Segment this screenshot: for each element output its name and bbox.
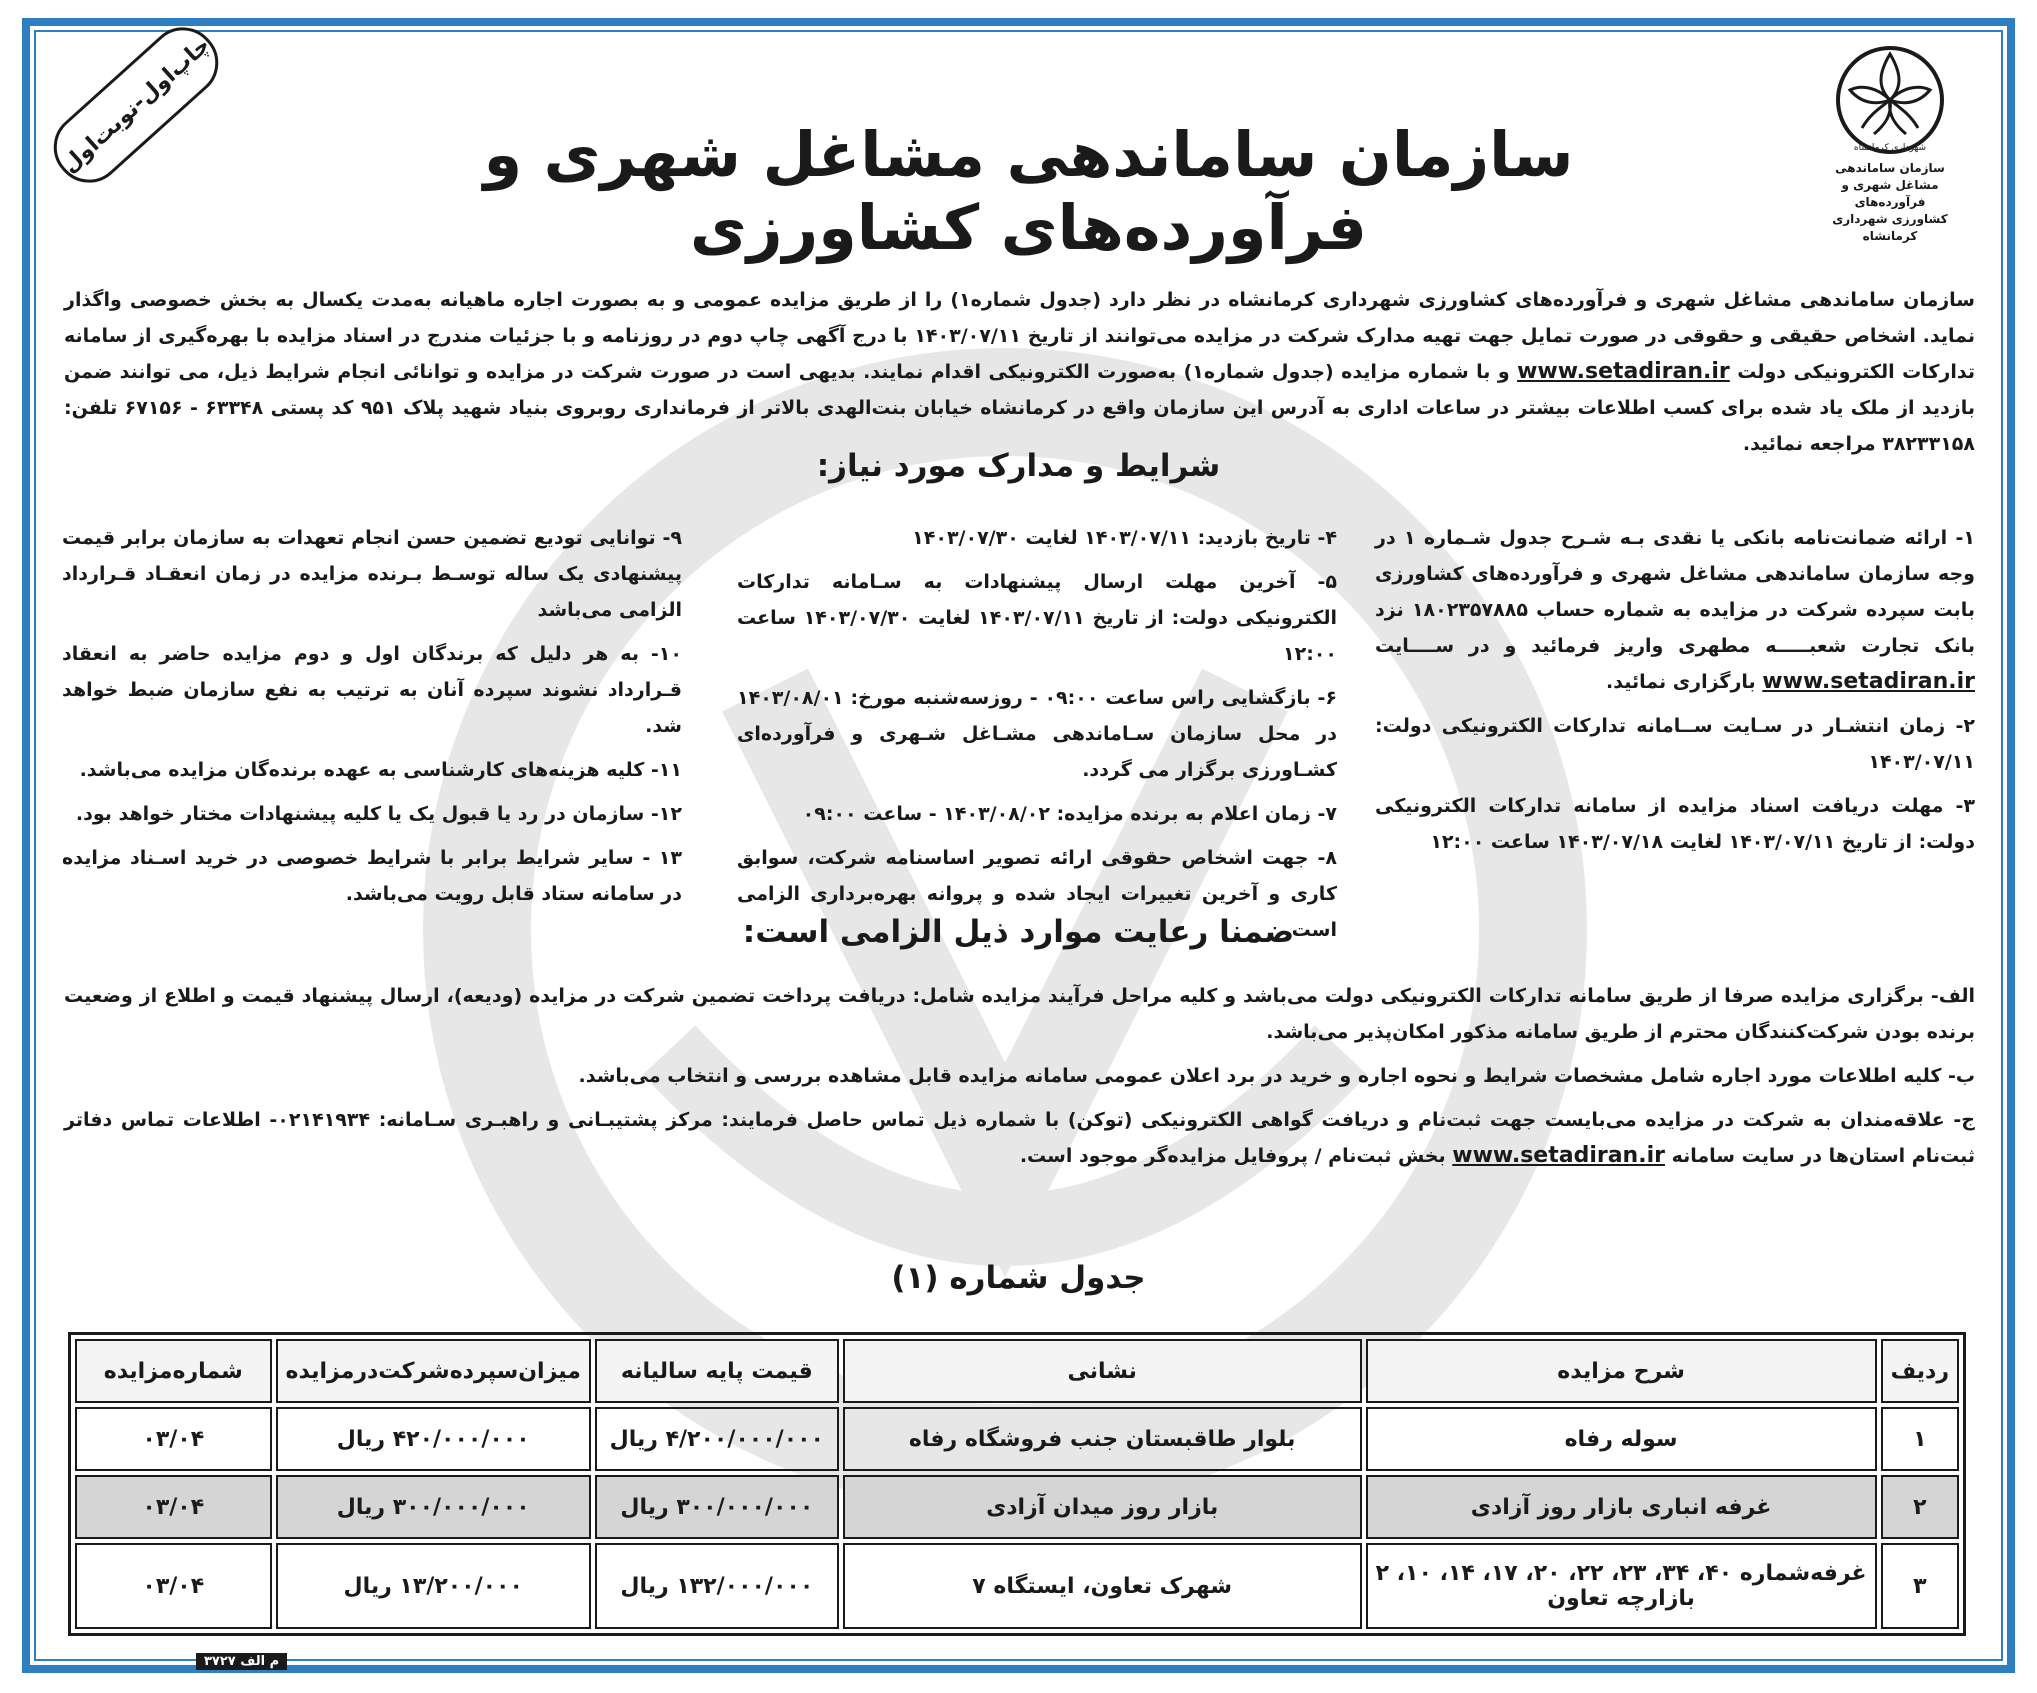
header-description: شرح مزایده	[1366, 1339, 1877, 1403]
condition-item-5: ۵- آخرین مهلت ارسال پیشنهادات به سـامانه تدارکات الکترونیکی دولت: از تاریخ ۱۴۰۳/۰۷/۱۱ لغایت ۱۴۰۳/۰۷/۳۰ ساعت ۱۲:۰۰	[737, 571, 1337, 665]
conditions-column-right	[1375, 520, 1975, 868]
requirement-jim-link[interactable]: www.setadiran.ir	[1452, 1143, 1665, 1168]
header-deposit: میزان‌سپرده‌شرکت‌درمزایده	[276, 1339, 591, 1403]
table-header-row	[75, 1339, 1959, 1403]
requirement-jim-text-end: بخش ثبت‌نام / پروفایل مزایده‌گر موجود است.	[1019, 1145, 1446, 1167]
setadiran-link[interactable]: www.setadiran.ir	[1517, 359, 1730, 384]
logo-caption-line-1: سازمان ساماندهی	[1835, 161, 1945, 175]
table-heading: جدول شماره (۱)	[891, 1260, 1146, 1296]
logo-caption-line-3: کشاورزی شهرداری کرمانشاه	[1832, 212, 1948, 243]
condition-item-13: ۱۳ - سایر شرایط برابر با شرایط خصوصی در خرید اسـناد مزایده در سامانه ستاد قابل رویت می‌باشد.	[62, 847, 682, 905]
conditions-column-middle	[737, 520, 1337, 956]
condition-item-2: ۲- زمان انتشـار در سـایت ســامانه تدارکات الکترونیکی دولت: ۱۴۰۳/۰۷/۱۱	[1375, 715, 1975, 773]
header-row-number: ردیف	[1881, 1339, 1959, 1403]
cell-base-price: ۱۳۲/۰۰۰/۰۰۰ ریال	[595, 1543, 839, 1629]
cell-address: شهرک تعاون، ایستگاه ۷	[843, 1543, 1362, 1629]
cell-deposit: ۱۳/۲۰۰/۰۰۰ ریال	[276, 1543, 591, 1629]
requirement-jim-text: ج- علاقه‌مندان به شرکت در مزایده می‌بایست جهت ثبت‌نام و دریافت گواهی الکترونیکی (توکن) با شماره ذیل تماس حاصل فرمایند: مرکز پشتیبـانی و راهبـری سـامانه: ۰۲۱۴۱۹۳۴- اطلاعات تماس دفاتر ثبت‌نام استان‌ها در سایت سامانه	[64, 1109, 1975, 1167]
first-print-stamp: چاپ‌اول-نوبت‌اول	[40, 13, 232, 196]
condition-item-4: ۴- تاریخ بازدید: ۱۴۰۳/۰۷/۱۱ لغایت ۱۴۰۳/۰۷/۳۰	[912, 527, 1337, 549]
cell-base-price: ۴/۲۰۰/۰۰۰/۰۰۰ ریال	[595, 1407, 839, 1471]
logo-text: شهرداری کرمانشاه	[1853, 143, 1927, 153]
cell-description: غرفه انباری بازار روز آزادی	[1366, 1475, 1877, 1539]
publication-code: م الف ۳۷۲۷	[196, 1653, 287, 1670]
condition-1-text-end: بارگزاری نمائید.	[1606, 671, 1756, 693]
condition-item-7: ۷- زمان اعلام به برنده مزایده: ۱۴۰۳/۰۸/۰۲ - ساعت ۰۹:۰۰	[802, 803, 1337, 825]
cell-description: سوله رفاه	[1366, 1407, 1877, 1471]
requirement-alef: الف- برگزاری مزایده صرفا از طریق سامانه تدارکات الکترونیکی دولت می‌باشد و کلیه مراحل فرآیند مزایده شامل: دریافت پرداخت تضمین شرکت در مزایده (ودیعه)، ارسال پیشنهاد قیمت و اطلاع از وضعیت برنده بودن شرکت‌کنندگان محترم از طریق سامانه مذکور امکان‌پذیر می‌باشد.	[64, 985, 1975, 1043]
requirements-list	[64, 978, 1975, 1182]
condition-item-12: ۱۲- سازمان در رد یا قبول یک یا کلیه پیشنهادات مختار خواهد بود.	[75, 803, 682, 825]
cell-deposit: ۳۰۰/۰۰۰/۰۰۰ ریال	[276, 1475, 591, 1539]
cell-row-number: ۱	[1881, 1407, 1959, 1471]
municipality-emblem-icon	[1834, 44, 1946, 156]
header-address: نشانی	[843, 1339, 1362, 1403]
condition-item-10: ۱۰- به هر دلیل که برندگان اول و دوم مزایده حاضر به انعقاد قـرارداد نشوند سپرده آنان به ترتیب به نفع سازمان ضبط خواهد شد.	[62, 643, 682, 737]
organization-logo	[1805, 44, 1975, 245]
cell-description: غرفه‌شماره ۴۰، ۳۴، ۲۳، ۲۲، ۲۰، ۱۷، ۱۴، ۱۰، ۲ بازارچه تعاون	[1366, 1543, 1877, 1629]
intro-paragraph	[64, 282, 1975, 462]
auction-table	[68, 1332, 1966, 1636]
cell-auction-number: ۰۳/۰۴	[75, 1407, 272, 1471]
cell-row-number: ۳	[1881, 1543, 1959, 1629]
cell-row-number: ۲	[1881, 1475, 1959, 1539]
condition-item-8: ۸- جهت اشخاص حقوقی ارائه تصویر اساسنامه شرکت، سوابق کاری و آخرین تغییرات ایجاد شده و پروانه بهره‌برداری الزامی است.	[737, 847, 1337, 941]
cell-base-price: ۳۰۰/۰۰۰/۰۰۰ ریال	[595, 1475, 839, 1539]
cell-auction-number: ۰۳/۰۴	[75, 1543, 272, 1629]
logo-caption-line-2: مشاغل شهری و فرآورده‌های	[1841, 178, 1939, 209]
auction-table-wrapper	[68, 1332, 1966, 1636]
header-base-price: قیمت پایه سالیانه	[595, 1339, 839, 1403]
intro-text-1: سازمان ساماندهی مشاغل شهری و فرآورده‌های کشاورزی شهرداری کرمانشاه در نظر دارد (جدول شماره۱) را از طریق مزایده عمومی و به بصورت اجاره ماهیانه به‌مدت یکسال به بخش خصوصی واگذار نماید. اشخاص حقیقی و حقوقی در صورت تمایل جهت تهیه مدارک شرکت در مزایده می‌توانند از تاریخ ۱۴۰۳/۰۷/۱۱ با درج آگهی چاپ دوم در روزنامه و با جزئیات مندرج در اسناد مزایده با بهره‌گیری از سامانه تدارکات الکترونیکی دولت	[64, 289, 1975, 383]
cell-address: بازار روز میدان آزادی	[843, 1475, 1362, 1539]
cell-address: بلوار طاقبستان جنب فروشگاه رفاه	[843, 1407, 1362, 1471]
conditions-column-left	[62, 520, 682, 920]
condition-item-3: ۳- مهلت دریافت اسناد مزایده از سامانه تدارکات الکترونیکی دولت: از تاریخ ۱۴۰۳/۰۷/۱۱ لغایت ۱۴۰۳/۰۷/۱۸ ساعت ۱۲:۰۰	[1375, 795, 1975, 853]
condition-1-text: ۱- ارائه ضمانت‌نامه بانکی یا نقدی بـه شـرح جدول شـماره ۱ در وجه سازمان ساماندهی مشاغل شهری و فرآورده‌های کشاورزی بابت سپرده شرکت در مزایده به شماره حساب ۱۸۰۲۳۵۷۸۸۵ نزد بانک تجارت شعبـــــه مطهری واریز فرمائید و در ســــایت	[1375, 527, 1975, 657]
table-row	[75, 1543, 1959, 1629]
cell-deposit: ۴۲۰/۰۰۰/۰۰۰ ریال	[276, 1407, 591, 1471]
requirements-heading: ضمنا رعایت موارد ذیل الزامی است:	[742, 914, 1295, 950]
cell-auction-number: ۰۳/۰۴	[75, 1475, 272, 1539]
condition-1-link[interactable]: www.setadiran.ir	[1762, 669, 1975, 694]
condition-item-9: ۹- توانایی تودیع تضمین حسن انجام تعهدات به سازمان برابر قیمت پیشنهادی یک ساله توسـط بـرنده مزایده در زمان انعقـاد قـرارداد الزامی می‌باشد	[62, 527, 682, 621]
condition-item-6: ۶- بازگشایی راس ساعت ۰۹:۰۰ - روزسه‌شنبه مورخ: ۱۴۰۳/۰۸/۰۱ در محل سازمان سـاماندهی مشـاغل شـهری و فرآورده‌ای کشـاورزی برگزار می گردد.	[737, 687, 1337, 781]
intro-text-2: و با شماره مزایده (جدول شماره۱) به‌صورت الکترونیکی اقدام نمایند. بدیهی است در صورت شرکت در مزایده و توانائی انجام شرایط ذیل، می توانند ضمن بازدید از ملک یاد شده برای کسب اطلاعات بیشتر در ساعات اداری به آدرس این سازمان واقع در کرمانشاه خیابان بنت‌الهدی بالاتر از فرمانداری روبروی بنیاد شهید پلاک ۹۵۱ کد پستی ۶۳۳۴۸ - ۶۷۱۵۶ تلفن: ۳۸۲۳۳۱۵۸ مراجعه نمائید.	[64, 361, 1975, 455]
table-row	[75, 1407, 1959, 1471]
requirement-jim	[64, 1102, 1975, 1174]
conditions-heading: شرایط و مدارک مورد نیاز:	[816, 448, 1221, 484]
header-auction-number: شماره‌مزایده	[75, 1339, 272, 1403]
condition-item-11: ۱۱- کلیه هزینه‌های کارشناسی به عهده برنده‌گان مزایده می‌باشد.	[79, 759, 682, 781]
table-row	[75, 1475, 1959, 1539]
page-title: سازمان ساماندهی مشاغل شهری و فرآورده‌های کشاورزی	[483, 118, 1574, 264]
requirement-be: ب- کلیه اطلاعات مورد اجاره شامل مشخصات شرایط و نحوه اجاره و خرید در برد اعلان عمومی سامانه مزایده قابل مشاهده بررسی و انتخاب می‌باشد.	[578, 1065, 1975, 1087]
condition-item-1	[1375, 520, 1975, 700]
